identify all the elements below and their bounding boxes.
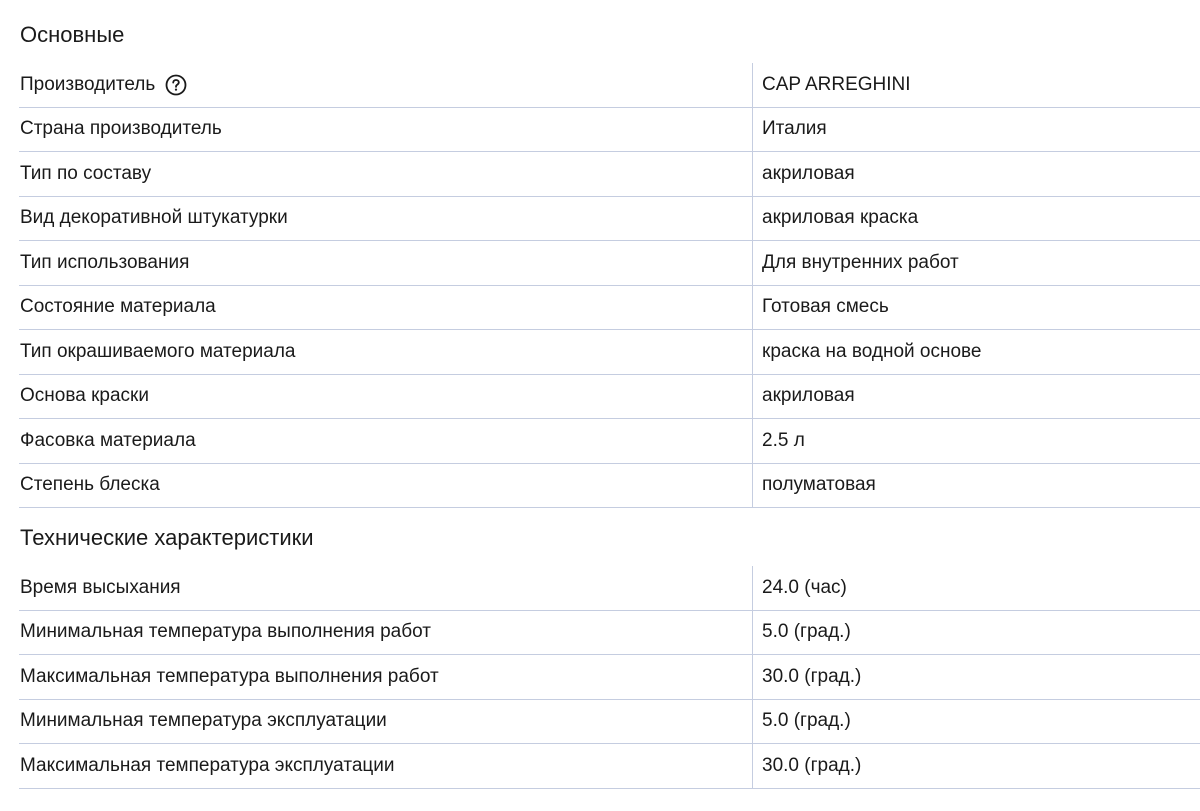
spec-value: краска на водной основе [752, 330, 1200, 374]
spec-row [19, 700, 1200, 745]
spec-row [19, 611, 1200, 656]
spec-row [19, 375, 1200, 420]
spec-value: Италия [752, 108, 1200, 152]
spec-label: Тип по составу [20, 162, 152, 184]
spec-value: 2.5 л [752, 419, 1200, 463]
spec-table-main [19, 63, 1200, 508]
spec-value: акриловая [752, 375, 1200, 419]
spec-row [19, 108, 1200, 153]
spec-row [19, 464, 1200, 509]
section-title-main: Основные [20, 22, 125, 47]
spec-value: 5.0 (град.) [752, 611, 1200, 655]
spec-value: акриловая [752, 152, 1200, 196]
spec-row [19, 286, 1200, 331]
spec-row [19, 744, 1200, 789]
spec-label [19, 63, 752, 107]
section-title-technical: Технические характеристики [20, 525, 314, 550]
spec-label: Максимальная температура эксплуатации [20, 754, 395, 776]
spec-value: 5.0 (град.) [752, 700, 1200, 744]
spec-label: Состояние материала [20, 296, 216, 318]
spec-label: Минимальная температура выполнения работ [20, 621, 431, 643]
spec-label: Тип использования [20, 251, 190, 273]
spec-label: Тип окрашиваемого материала [20, 340, 296, 362]
spec-value: Для внутренних работ [752, 241, 1200, 285]
spec-label: Время высыхания [20, 576, 181, 598]
spec-value: Готовая смесь [752, 286, 1200, 330]
spec-row [19, 566, 1200, 611]
spec-value: 30.0 (град.) [752, 655, 1200, 699]
spec-value: полуматовая [752, 464, 1200, 508]
spec-row-manufacturer [19, 63, 1200, 108]
spec-value: акриловая краска [752, 197, 1200, 241]
spec-row [19, 419, 1200, 464]
spec-row [19, 197, 1200, 242]
spec-value: 24.0 (час) [752, 566, 1200, 610]
spec-label: Страна производитель [20, 118, 222, 140]
spec-value: CAP ARREGHINI [752, 63, 1200, 107]
spec-value: 30.0 (град.) [752, 744, 1200, 788]
spec-table-technical [19, 566, 1200, 789]
help-icon[interactable] [165, 74, 187, 96]
spec-label: Степень блеска [20, 474, 160, 496]
spec-label: Фасовка материала [20, 429, 196, 451]
spec-row [19, 152, 1200, 197]
spec-label: Минимальная температура эксплуатации [20, 710, 387, 732]
spec-label: Вид декоративной штукатурки [20, 207, 288, 229]
spec-row [19, 241, 1200, 286]
spec-label: Максимальная температура выполнения работ [20, 665, 439, 687]
spec-label: Основа краски [20, 385, 149, 407]
spec-label-text: Производитель [20, 73, 156, 95]
spec-row [19, 330, 1200, 375]
spec-row [19, 655, 1200, 700]
